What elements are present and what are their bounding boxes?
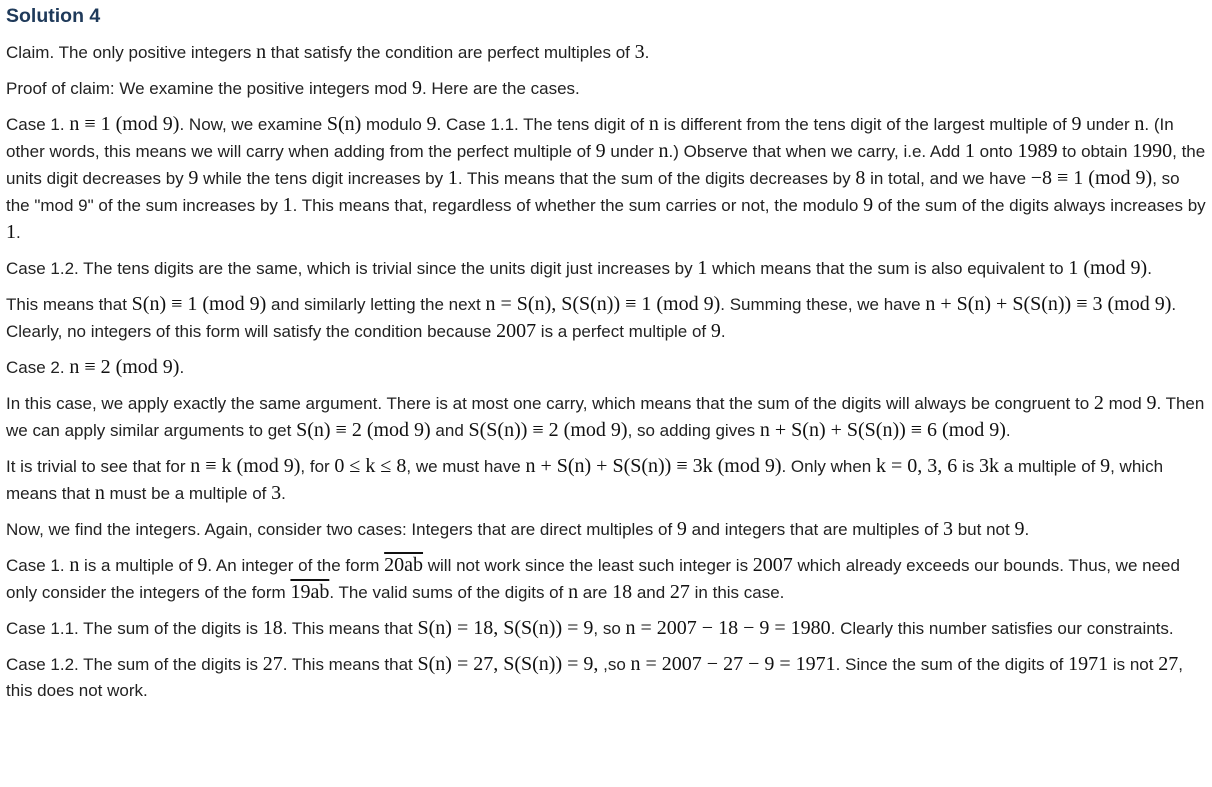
math-expression: n bbox=[568, 581, 579, 603]
text-run: . Here are the cases. bbox=[421, 79, 580, 98]
text-run: . This means that bbox=[282, 655, 418, 674]
text-run: that satisfy the condition are perfect multiples of bbox=[266, 43, 635, 62]
text-run: Proof of claim: We examine the positive integers mod bbox=[6, 79, 412, 98]
math-expression: 2007 bbox=[752, 554, 793, 576]
math-expression: 1971 bbox=[1068, 653, 1109, 675]
math-expression: 9 bbox=[1146, 392, 1157, 414]
text-run: Now, we find the integers. Again, consider two cases: Integers that are direct multiples of bbox=[6, 520, 677, 539]
text-run: . An integer of the form bbox=[207, 556, 385, 575]
math-expression: n ≡ 1 (mod 9) bbox=[69, 113, 180, 135]
text-run: Case 1.1. The sum of the digits is bbox=[6, 619, 263, 638]
math-expression: n = 2007 − 27 − 9 = 1971 bbox=[630, 653, 836, 675]
math-expression: 2007 bbox=[496, 320, 537, 342]
math-expression: n bbox=[1134, 113, 1145, 135]
text-run: . bbox=[1024, 520, 1030, 539]
text-run: . bbox=[179, 358, 185, 377]
text-run: . bbox=[281, 484, 286, 503]
text-run: . bbox=[1147, 259, 1152, 278]
math-expression: n = 2007 − 18 − 9 = 1980 bbox=[625, 617, 831, 639]
math-expression: 3 bbox=[271, 482, 282, 504]
text-run: . bbox=[720, 322, 726, 341]
text-run: , we must have bbox=[406, 457, 526, 476]
math-expression: 9 bbox=[1014, 518, 1025, 540]
text-run: , so bbox=[593, 619, 626, 638]
text-run: This means that bbox=[6, 295, 132, 314]
math-expression: 3 bbox=[943, 518, 953, 540]
math-expression: 1 bbox=[6, 221, 16, 243]
math-expression: 9 bbox=[710, 320, 721, 342]
paragraph bbox=[6, 354, 1206, 381]
text-run: will not work since the least such integer is bbox=[423, 556, 753, 575]
text-run: . Clearly this number satisfies our constraints. bbox=[830, 619, 1174, 638]
math-expression: 1990 bbox=[1132, 140, 1173, 162]
text-run: is a multiple of bbox=[79, 556, 198, 575]
text-run: Claim. The only positive integers bbox=[6, 43, 257, 62]
text-run: is bbox=[957, 457, 979, 476]
text-run: and integers that are multiples of bbox=[686, 520, 943, 539]
text-run: under bbox=[1081, 115, 1135, 134]
text-run: .) Observe that when we carry, i.e. Add bbox=[668, 142, 965, 161]
math-expression: 9 bbox=[595, 140, 606, 162]
text-run: mod bbox=[1103, 394, 1147, 413]
math-expression: 9 bbox=[197, 554, 208, 576]
paragraph bbox=[6, 453, 1206, 507]
paragraph bbox=[6, 615, 1206, 642]
text-run: under bbox=[605, 142, 659, 161]
text-run: . Only when bbox=[781, 457, 876, 476]
solution-heading: Solution 4 bbox=[6, 5, 101, 27]
paragraph bbox=[6, 516, 1206, 543]
solution-body bbox=[6, 39, 1206, 704]
math-expression: 9 bbox=[188, 167, 199, 189]
text-run: . Now, we examine bbox=[179, 115, 327, 134]
text-run: , for bbox=[300, 457, 335, 476]
math-expression: 8 bbox=[855, 167, 866, 189]
math-expression: 9 bbox=[676, 518, 687, 540]
text-run: Case 2. bbox=[6, 358, 70, 377]
paragraph bbox=[6, 75, 1206, 102]
text-run: and similarly letting the next bbox=[266, 295, 486, 314]
math-expression: n = S(n), S(S(n)) ≡ 1 (mod 9) bbox=[485, 293, 721, 315]
math-expression: n + S(n) + S(S(n)) ≡ 3 (mod 9) bbox=[925, 293, 1172, 315]
math-expression: 1 (mod 9) bbox=[1068, 257, 1148, 279]
text-run: in this case. bbox=[689, 583, 785, 602]
paragraph bbox=[6, 255, 1206, 282]
text-run: is not bbox=[1108, 655, 1159, 674]
text-run: and bbox=[430, 421, 469, 440]
math-expression: S(n) = 18, S(S(n)) = 9 bbox=[417, 617, 594, 639]
math-expression: 3 bbox=[634, 41, 645, 63]
paragraph bbox=[6, 111, 1206, 246]
text-run: Case 1. bbox=[6, 556, 70, 575]
math-expression: 27 bbox=[669, 581, 690, 603]
paragraph bbox=[6, 39, 1206, 66]
math-expression: S(n) = 27, S(S(n)) = 9, bbox=[417, 653, 599, 675]
text-run: which means that the sum is also equivalent to bbox=[707, 259, 1069, 278]
math-expression: S(n) ≡ 1 (mod 9) bbox=[131, 293, 267, 315]
text-run: . bbox=[16, 223, 21, 242]
text-run: modulo bbox=[361, 115, 427, 134]
math-expression: 1989 bbox=[1017, 140, 1058, 162]
text-run: , which means that bbox=[6, 457, 1164, 503]
math-expression: n bbox=[256, 41, 267, 63]
math-expression: 9 bbox=[863, 194, 874, 216]
math-expression: 18 bbox=[612, 581, 633, 603]
paragraph bbox=[6, 552, 1206, 606]
text-run: . Case 1.1. The tens digit of bbox=[436, 115, 649, 134]
math-expression: n bbox=[648, 113, 659, 135]
math-expression: 20ab bbox=[384, 554, 424, 576]
math-expression: −8 ≡ 1 (mod 9) bbox=[1030, 167, 1153, 189]
paragraph bbox=[6, 390, 1206, 444]
text-run: Case 1.2. The tens digits are the same, which is trivial since the units digit just increases by bbox=[6, 259, 698, 278]
paragraph bbox=[6, 291, 1206, 345]
text-run: but not bbox=[953, 520, 1015, 539]
math-expression: 19ab bbox=[290, 581, 330, 603]
text-run: a multiple of bbox=[999, 457, 1101, 476]
math-expression: 9 bbox=[1071, 113, 1082, 135]
paragraph bbox=[6, 651, 1206, 704]
math-expression: n bbox=[94, 482, 105, 504]
math-expression: n ≡ k (mod 9) bbox=[190, 455, 301, 477]
text-run: , so the "mod 9" of the sum increases by bbox=[6, 169, 1180, 215]
text-run: . (In other words, this means we will carry when adding from the perfect multiple of bbox=[6, 115, 1174, 161]
text-run: and bbox=[632, 583, 670, 602]
text-run: . Clearly, no integers of this form will satisfy the condition because bbox=[6, 295, 1177, 341]
text-run: . bbox=[644, 43, 650, 62]
math-expression: 27 bbox=[262, 653, 283, 675]
math-expression: 3k bbox=[979, 455, 999, 477]
math-expression: 1 bbox=[447, 167, 458, 189]
math-expression: 9 bbox=[411, 77, 422, 99]
text-run: onto bbox=[974, 142, 1018, 161]
math-expression: n bbox=[69, 554, 80, 576]
text-run: to obtain bbox=[1057, 142, 1133, 161]
text-run: ,so bbox=[598, 655, 631, 674]
text-run: must be a multiple of bbox=[104, 484, 272, 503]
text-run: . This means that the sum of the digits decreases by bbox=[457, 169, 856, 188]
math-expression: 1 bbox=[282, 194, 293, 216]
math-expression: S(n) ≡ 2 (mod 9) bbox=[296, 419, 431, 441]
math-expression: S(S(n)) ≡ 2 (mod 9) bbox=[468, 419, 628, 441]
text-run: , the units digit decreases by bbox=[6, 142, 1206, 188]
text-run: is a perfect multiple of bbox=[536, 322, 711, 341]
math-expression: n ≡ 2 (mod 9) bbox=[69, 356, 180, 378]
math-expression: 1 bbox=[964, 140, 975, 162]
text-run: of the sum of the digits always increases by bbox=[873, 196, 1206, 215]
text-run: while the tens digit increases by bbox=[198, 169, 448, 188]
text-run: . Summing these, we have bbox=[720, 295, 926, 314]
math-expression: S(n) bbox=[326, 113, 362, 135]
text-run: . This means that, regardless of whether the sum carries or not, the modulo bbox=[292, 196, 864, 215]
text-run: . The valid sums of the digits of bbox=[329, 583, 569, 602]
text-run: which already exceeds our bounds. Thus, we need only consider the integers of the form bbox=[6, 556, 1180, 602]
text-run: in total, and we have bbox=[865, 169, 1031, 188]
math-expression: 18 bbox=[262, 617, 283, 639]
math-expression: 9 bbox=[426, 113, 437, 135]
math-expression: 0 ≤ k ≤ 8 bbox=[334, 455, 407, 477]
math-expression: 27 bbox=[1158, 653, 1179, 675]
math-expression: n + S(n) + S(S(n)) ≡ 3k (mod 9) bbox=[525, 455, 782, 477]
text-run: . Since the sum of the digits of bbox=[835, 655, 1069, 674]
math-expression: n + S(n) + S(S(n)) ≡ 6 (mod 9) bbox=[759, 419, 1006, 441]
math-expression: 9 bbox=[1100, 455, 1111, 477]
text-run: are bbox=[578, 583, 613, 602]
text-run: is different from the tens digit of the largest multiple of bbox=[658, 115, 1072, 134]
text-run: . This means that bbox=[282, 619, 418, 638]
text-run: It is trivial to see that for bbox=[6, 457, 191, 476]
text-run: . Then we can apply similar arguments to get bbox=[6, 394, 1205, 440]
math-expression: n bbox=[658, 140, 669, 162]
text-run: In this case, we apply exactly the same argument. There is at most one carry, which means that the sum of the digits will always be congruent to bbox=[6, 394, 1094, 413]
math-expression: 2 bbox=[1093, 392, 1104, 414]
math-expression: 1 bbox=[697, 257, 708, 279]
text-run: Case 1.2. The sum of the digits is bbox=[6, 655, 263, 674]
text-run: , this does not work. bbox=[6, 655, 1183, 700]
text-run: , so adding gives bbox=[627, 421, 760, 440]
text-run: Case 1. bbox=[6, 115, 70, 134]
math-expression: k = 0, 3, 6 bbox=[875, 455, 958, 477]
text-run: . bbox=[1005, 421, 1011, 440]
